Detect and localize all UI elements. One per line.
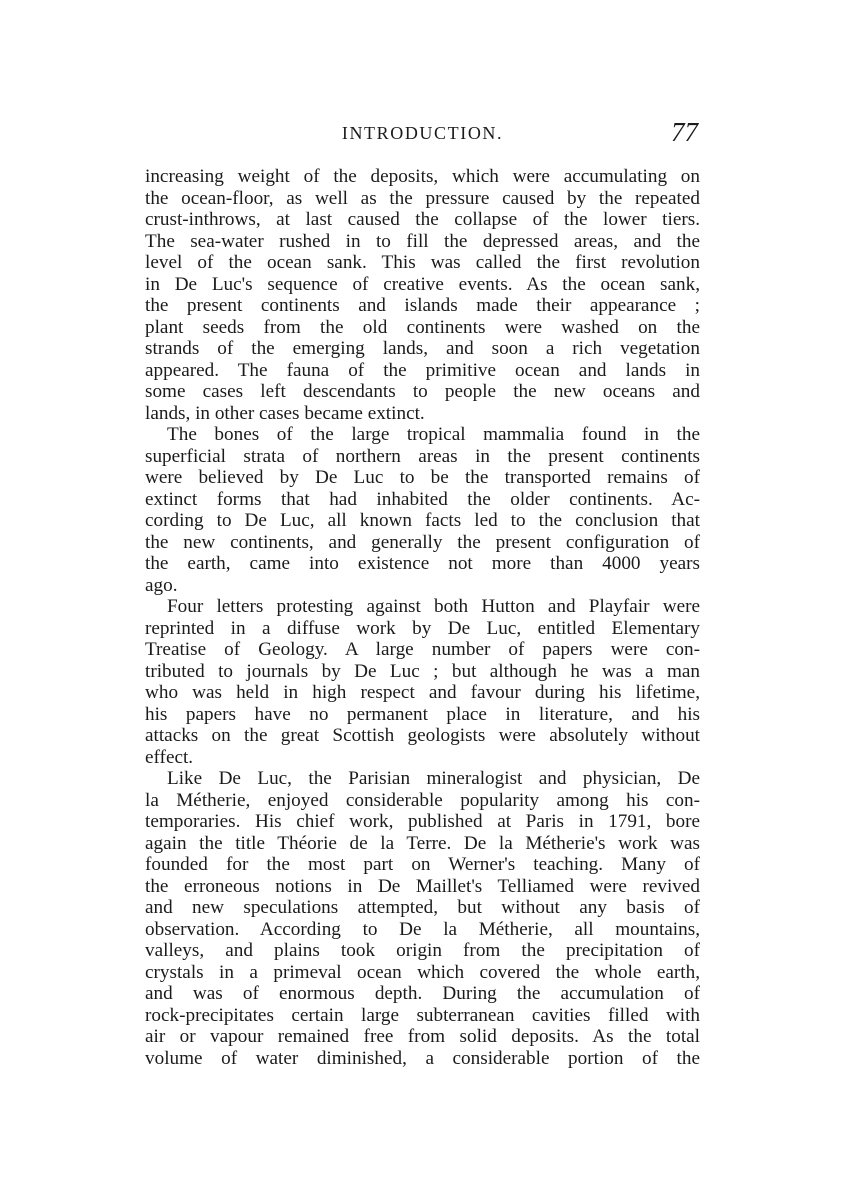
text-line: again the title Théorie de la Terre. De la Métherie's work was bbox=[145, 832, 700, 854]
text-line: strands of the emerging lands, and soon a rich vegetation bbox=[145, 338, 700, 359]
body-text bbox=[145, 166, 700, 1069]
text-line: some cases left descendants to people the new oceans and bbox=[145, 381, 700, 402]
text-line: ago. bbox=[145, 574, 178, 596]
text-line: the new continents, and generally the present configuration of bbox=[145, 531, 700, 553]
text-line: the earth, came into existence not more than 4000 years bbox=[145, 553, 700, 574]
text-line: Like De Luc, the Parisian mineralogist and physician, De bbox=[167, 768, 700, 789]
page-header bbox=[145, 117, 700, 157]
text-line: who was held in high respect and favour during his lifetime, bbox=[145, 682, 700, 703]
text-line: superficial strata of northern areas in the present continents bbox=[145, 445, 700, 467]
text-line: increasing weight of the deposits, which were accumulating on bbox=[145, 166, 700, 187]
text-line: reprinted in a diffuse work by De Luc, entitled Elementary bbox=[145, 617, 700, 639]
text-line: his papers have no permanent place in literature, and his bbox=[145, 703, 700, 725]
text-line: air or vapour remained free from solid deposits. As the total bbox=[145, 1026, 700, 1047]
text-line: plant seeds from the old continents were washed on the bbox=[145, 316, 700, 338]
text-line: extinct forms that had inhabited the older continents. Ac- bbox=[145, 488, 700, 510]
text-line: la Métherie, enjoyed considerable popularity among his con- bbox=[145, 789, 700, 811]
text-line: Treatise of Geology. A large number of papers were con- bbox=[145, 639, 700, 660]
text-line: the erroneous notions in De Maillet's Telliamed were revived bbox=[145, 875, 700, 897]
text-line: crystals in a primeval ocean which covered the whole earth, bbox=[145, 961, 700, 983]
text-line: The bones of the large tropical mammalia found in the bbox=[167, 424, 700, 445]
text-line: in De Luc's sequence of creative events. As the ocean sank, bbox=[145, 273, 700, 295]
text-line: and new speculations attempted, but without any basis of bbox=[145, 897, 700, 918]
text-line: attacks on the great Scottish geologists were absolutely without bbox=[145, 725, 700, 746]
text-line: tributed to journals by De Luc ; but although he was a man bbox=[145, 660, 700, 682]
text-line: temporaries. His chief work, published at Paris in 1791, bore bbox=[145, 811, 700, 832]
text-line: appeared. The fauna of the primitive ocean and lands in bbox=[145, 359, 700, 381]
text-line: observation. According to De la Métherie, all mountains, bbox=[145, 918, 700, 940]
text-line: and was of enormous depth. During the accumulation of bbox=[145, 983, 700, 1004]
text-line: Four letters protesting against both Hutton and Playfair were bbox=[167, 596, 700, 617]
page-number: 77 bbox=[671, 117, 698, 147]
text-line: cording to De Luc, all known facts led to the conclusion that bbox=[145, 510, 700, 531]
text-line: rock-precipitates certain large subterranean cavities filled with bbox=[145, 1004, 700, 1026]
text-line: effect. bbox=[145, 746, 194, 768]
text-line: lands, in other cases became extinct. bbox=[145, 402, 425, 424]
text-line: The sea-water rushed in to fill the depressed areas, and the bbox=[145, 230, 700, 252]
text-line: were believed by De Luc to be the transported remains of bbox=[145, 467, 700, 488]
text-line: founded for the most part on Werner's teaching. Many of bbox=[145, 854, 700, 875]
text-line: crust-inthrows, at last caused the collapse of the lower tiers. bbox=[145, 209, 700, 230]
running-head: INTRODUCTION. bbox=[341, 123, 504, 143]
text-line: volume of water diminished, a considerable portion of the bbox=[145, 1047, 700, 1069]
text-line: the present continents and islands made their appearance ; bbox=[145, 295, 700, 316]
text-line: valleys, and plains took origin from the precipitation of bbox=[145, 940, 700, 961]
text-line: level of the ocean sank. This was called the first revolution bbox=[145, 252, 700, 273]
text-line: the ocean-floor, as well as the pressure caused by the repeated bbox=[145, 187, 700, 209]
